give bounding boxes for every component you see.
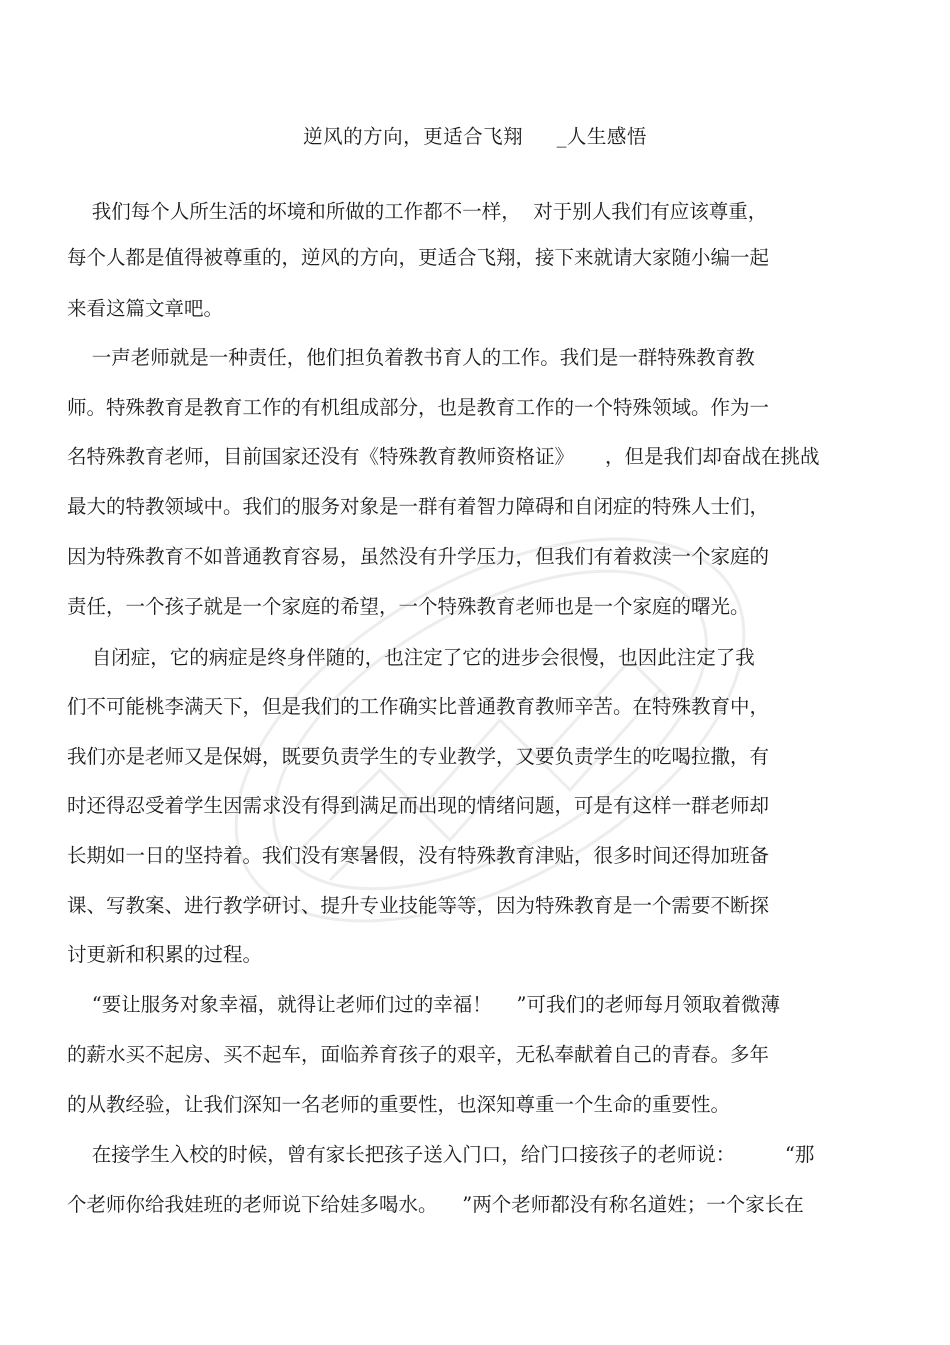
text-line: 的薪水买不起房、买不起车，面临养育孩子的艰辛，无私奉献着自己的青春。多年 bbox=[67, 1043, 770, 1066]
text-line: 师。特殊教育是教育工作的有机组成部分，也是教育工作的一个特殊领域。作为一 bbox=[67, 396, 770, 419]
text-line: 最大的特教领域中。我们的服务对象是一群有着智力障碍和自闭症的特殊人士们， bbox=[67, 495, 770, 518]
text-line: 因为特殊教育不如普通教育容易，虽然没有升学压力，但我们有着救渎一个家庭的 bbox=[67, 545, 770, 568]
text-line: 时还得忍受着学生因需求没有得到满足而出现的情绪问题，可是有这样一群老师却 bbox=[67, 794, 770, 817]
document-title: 逆风的方向，更适合飞翔 _人生感悟 bbox=[303, 125, 647, 148]
text-line: 们不可能桃李满天下，但是我们的工作确实比普通教育教师辛苦。在特殊教育中， bbox=[67, 695, 770, 718]
text-line: 每个人都是值得被尊重的，逆风的方向，更适合飞翔，接下来就请大家随小编一起 bbox=[67, 246, 770, 269]
text-line: 我们亦是老师又是保姆，既要负责学生的专业教学，又要负责学生的吃喝拉撒，有 bbox=[67, 745, 770, 768]
text-line: 我们每个人所生活的坏境和所做的工作都不一样， 对于别人我们有应该尊重， bbox=[67, 200, 768, 223]
text-line: 一声老师就是一种责任，他们担负着教书育人的工作。我们是一群特殊教育教 bbox=[67, 346, 755, 369]
text-line: 个老师你给我娃班的老师说下给娃多喝水。 ”两个老师都没有称名道姓；一个家长在 bbox=[67, 1193, 804, 1216]
text-line: 名特殊教育老师，目前国家还没有《特殊教育教师资格证》 ，但是我们却奋战在挑战 bbox=[67, 445, 820, 468]
text-line: 讨更新和积累的过程。 bbox=[67, 943, 263, 966]
text-line: 自闭症，它的病症是终身伴随的，也注定了它的进步会很慢，也因此注定了我 bbox=[67, 646, 755, 669]
text-line: 来看这篇文章吧。 bbox=[67, 297, 224, 320]
text-line: 责任，一个孩子就是一个家庭的希望，一个特殊教育老师也是一个家庭的曙光。 bbox=[67, 595, 750, 618]
text-line: 的从教经验，让我们深知一名老师的重要性，也深知尊重一个生命的重要性。 bbox=[67, 1093, 731, 1116]
text-line: “要让服务对象幸福，就得让老师们过的幸福！ ”可我们的老师每月领取着微薄 bbox=[67, 993, 781, 1016]
text-line: 长期如一日的坚持着。我们没有寒暑假，没有特殊教育津贴，很多时间还得加班备 bbox=[67, 844, 770, 867]
text-line: 在接学生入校的时候，曾有家长把孩子送入门口，给门口接孩子的老师说： “那 bbox=[67, 1143, 815, 1166]
text-line: 课、写教案、进行教学研讨、提升专业技能等等，因为特殊教育是一个需要不断探 bbox=[67, 894, 770, 917]
